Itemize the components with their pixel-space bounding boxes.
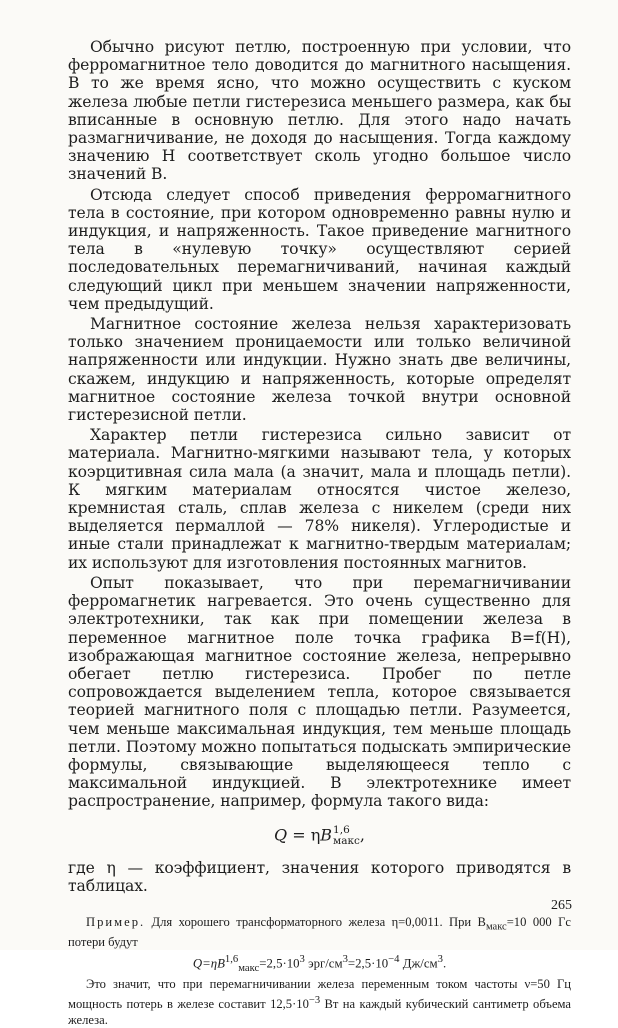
ef-part-11: . — [442, 955, 447, 970]
ef-part-6: 3 — [342, 953, 348, 965]
formula-eta: η — [310, 825, 321, 845]
formula-index — [333, 825, 360, 847]
formula-exp: 1,6 — [333, 823, 350, 836]
example-sub: макс — [485, 921, 507, 933]
formula-lhs: Q — [273, 825, 288, 845]
formula-base: B — [320, 825, 333, 845]
formula-tail: , — [359, 825, 366, 845]
paragraph-2: Отсюда следует способ приведения ферромагнитного тела в состояние, при котором одновременно равны нулю и индукция, и напряженность. Такое приведение магнитного тела в «нулевую точку» осуществляют серией последовательных перемагничиваний, начиная каждый следующий цикл при меньшем значении напряженности, чем предыдущий. — [68, 185, 571, 313]
example-text3: Это значит, что при перемагничивании железа переменным током частоты ν=50 Гц мощность потерь в железе составит 12,5·10 — [68, 977, 571, 1012]
ef-part-0: Q=ηB — [192, 955, 225, 970]
example-paragraph — [68, 915, 571, 951]
paragraph-1: Обычно рисуют петлю, построенную при условии, что ферромагнитное тело доводится до магнитного насыщения. В то же время ясно, что можно осуществить с куском железа любые петли гистерезиса меньшего размера, как бы вписанные в основную петлю. Для этого надо начать размагничивание, не доходя до насыщения. Тогда каждому значению H соответствует сколь угодно большое число значений B. — [68, 38, 571, 184]
ef-part-1: 1,6 — [224, 953, 239, 965]
ef-part-4: 3 — [299, 953, 305, 965]
hysteresis-loss-formula — [68, 825, 571, 847]
formula-explanation: где η — коэффициент, значения которого приводятся в таблицах. — [68, 858, 571, 895]
example-text3-exp: −3 — [308, 995, 321, 1007]
text-column — [68, 38, 571, 1028]
ef-part-3: =2,5·10 — [259, 955, 300, 970]
ef-part-9: Дж/см — [399, 955, 438, 970]
paragraph-5: Опыт показывает, что при перемагничивании ферромагнетик нагревается. Это очень существенно для электротехники, так как при помещении железа в переменное магнитное поле точка графика B=f(H), изображающая магнитное состояние железа, непрерывно обегает петлю гистерезиса. Пробег по петле сопровождается выделением тепла, которое связывается теорией магнитного поля с площадью петли. Разумеется, чем меньше максимальная индукция, тем меньше площадь петли. Поэтому можно попытаться подыскать эмпирические формулы, связывающие выделяющееся тепло с максимальной индукцией. В электротехнике имеет распространение, например, формула такого вида: — [68, 573, 571, 811]
example-text3-end: Вт на каждый кубический сантиметр объема железа. — [68, 997, 572, 1027]
ef-part-10: 3 — [437, 953, 443, 965]
ef-part-2: макс — [238, 962, 260, 974]
ef-part-8: −4 — [388, 953, 400, 965]
example-text2: =10 000 Гс потери будут — [68, 914, 571, 950]
ef-part-7: =2,5·10 — [347, 955, 389, 970]
example-label: Пример. — [86, 914, 146, 929]
example-conclusion — [68, 977, 571, 1028]
formula-sub: макс — [333, 834, 360, 847]
ef-part-5: эрг/см — [304, 955, 343, 970]
page-number: 265 — [551, 898, 572, 913]
example-text: Для хорошего трансформаторного железа η=0,0011. При B — [145, 914, 486, 929]
paragraph-3: Магнитное состояние железа нельзя характеризовать только значением проницаемости или только величиной напряженности или индукции. Нужно знать две величины, скажем, индукцию и напряженность, которые определят магнитное состояние железа точкой внутри основной гистерезисной петли. — [68, 315, 571, 425]
example-formula — [68, 954, 571, 974]
formula-eq: = — [287, 825, 311, 845]
paragraph-4: Характер петли гистерезиса сильно зависит от материала. Магнитно-мягкими называют тела, у которых коэрцитивная сила мала (а значит, мала и площадь петли). К мягким материалам относятся чистое железо, кремнистая сталь, сплав железа с никелем (среди них выделяется пермаллой — 78% никеля). Углеродистые и иные стали принадлежат к магнитно-твердым материалам; их используют для изготовления постоянных магнитов. — [68, 426, 571, 572]
